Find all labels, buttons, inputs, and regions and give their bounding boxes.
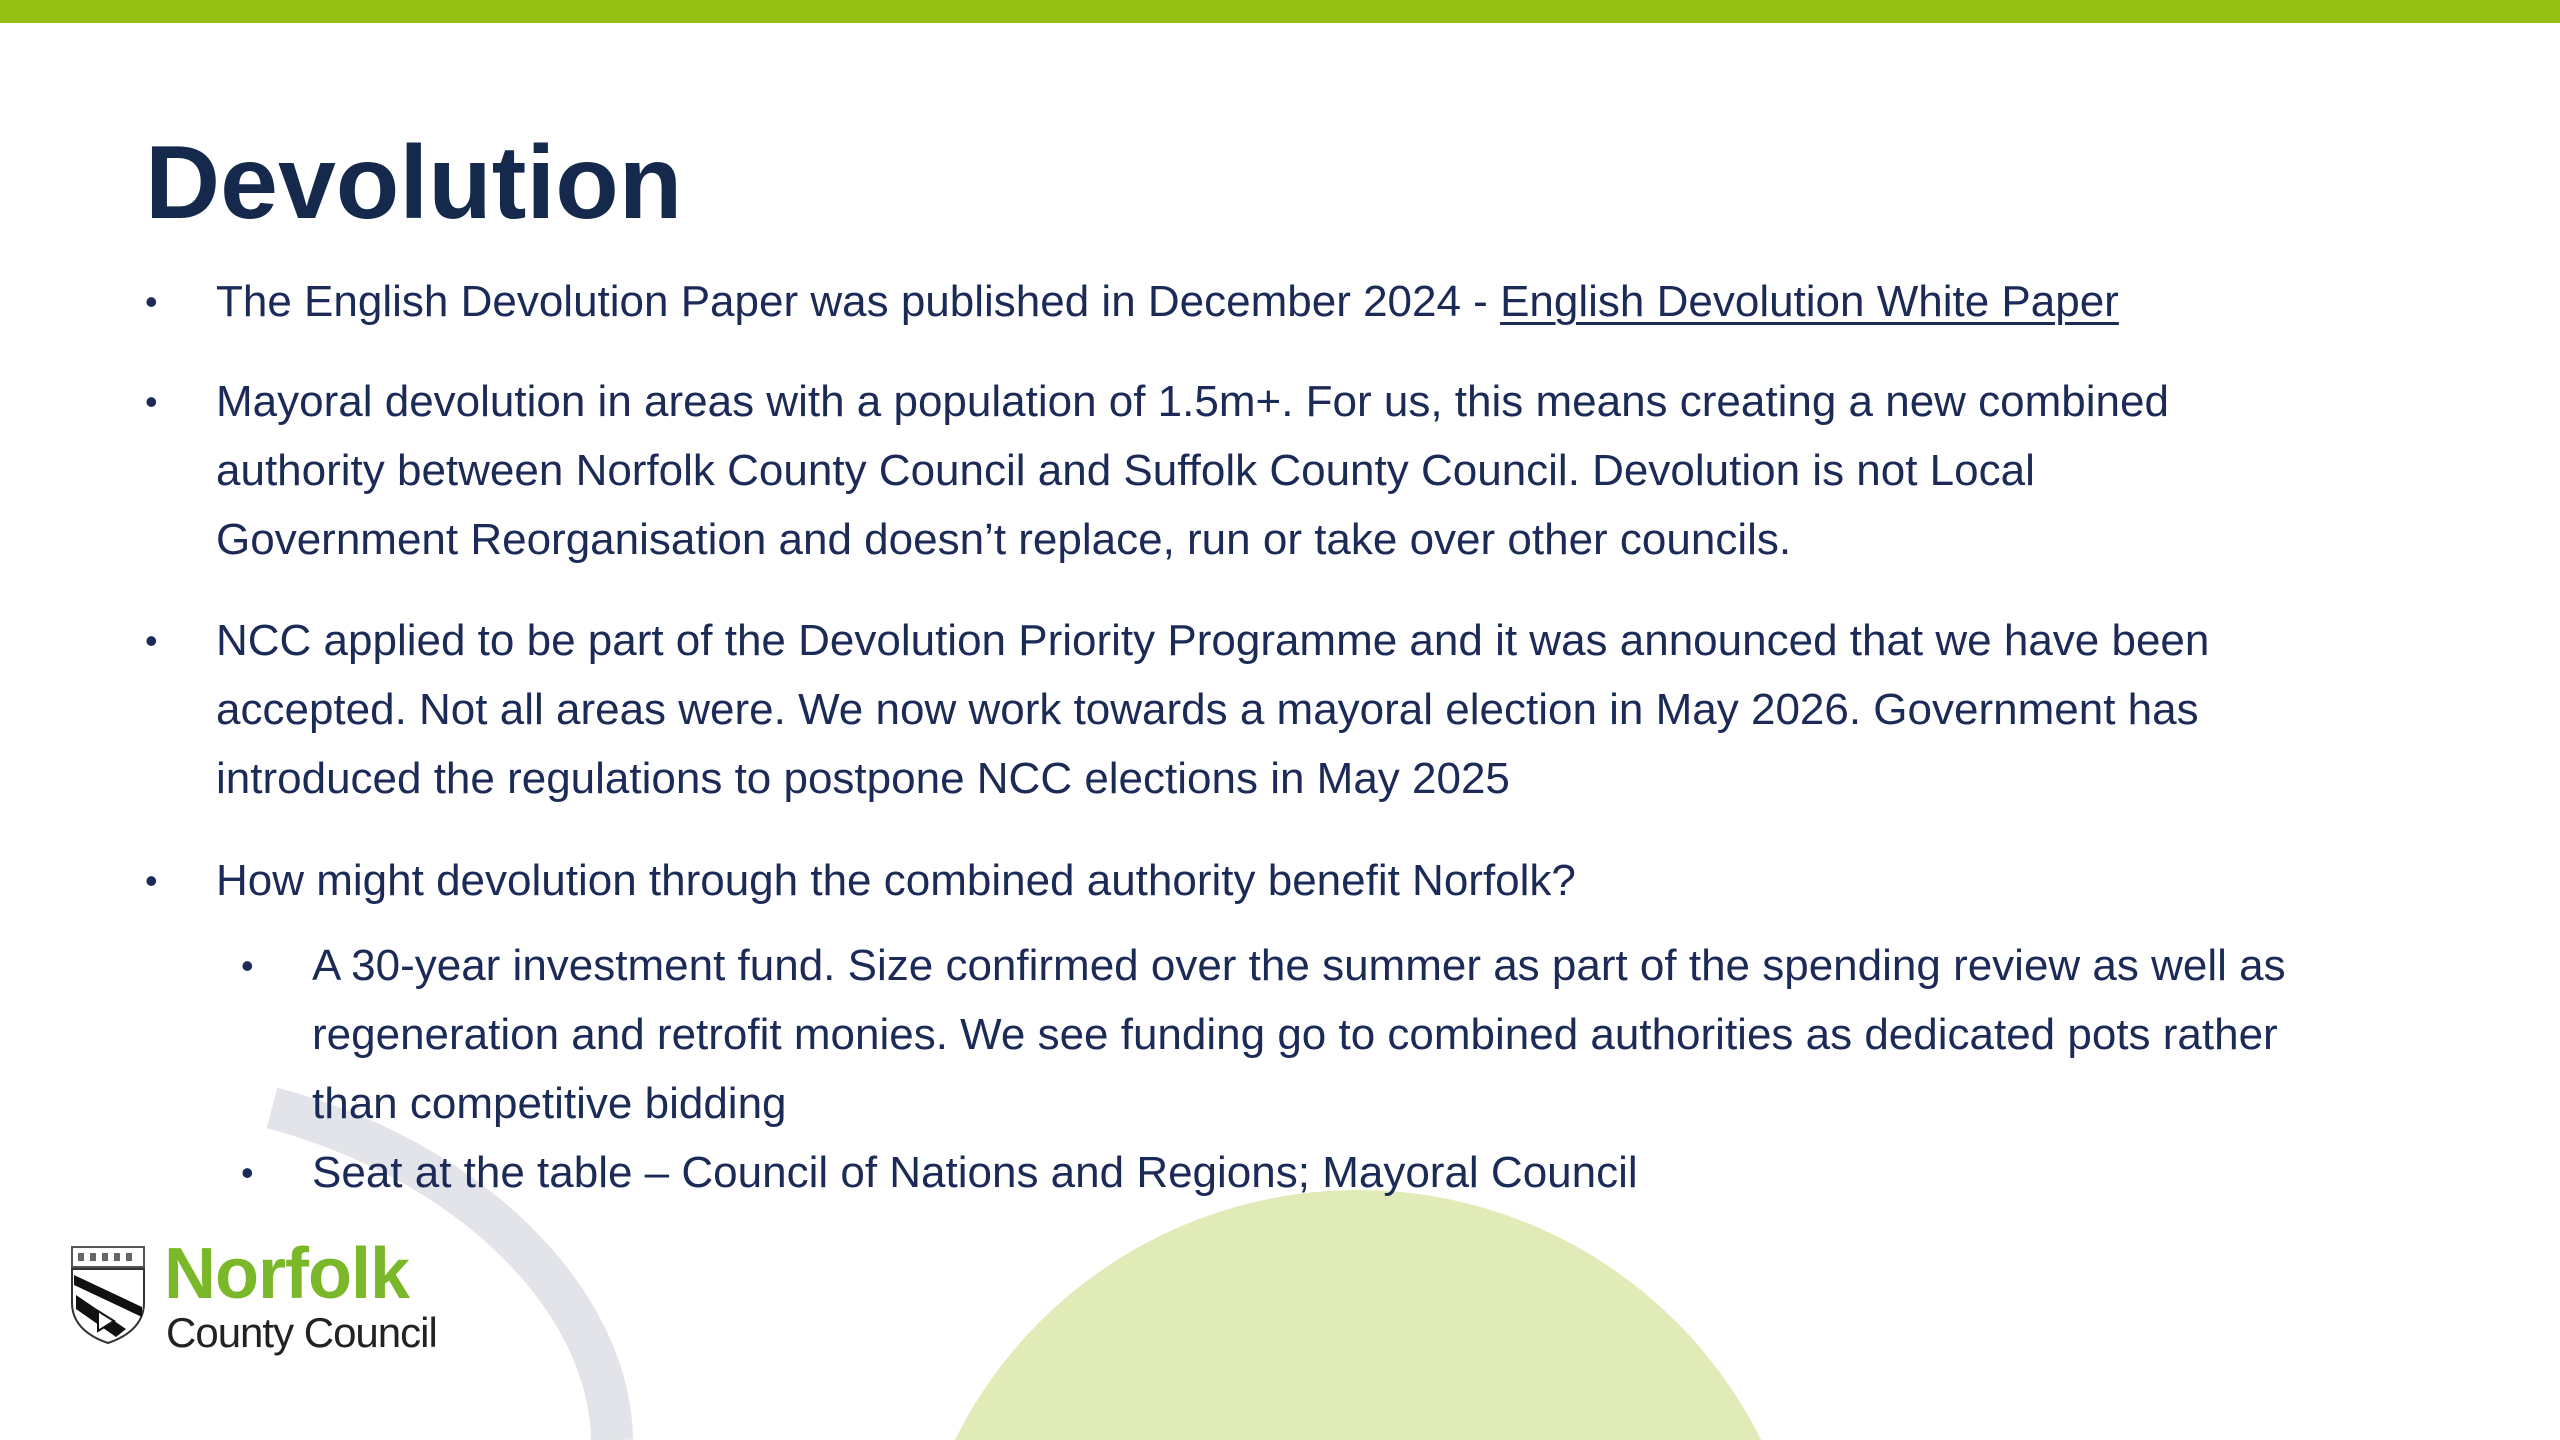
sub-bullet-item (241, 1138, 1638, 1207)
norfolk-crest-shield-icon (68, 1245, 148, 1345)
bullet-marker: • (241, 945, 254, 986)
bullet-text (216, 267, 2119, 336)
bullet-line: Government Reorganisation and doesn’t replace, run or take over other councils. (216, 515, 1792, 564)
bullet-line: Seat at the table – Council of Nations and Regions; Mayoral Council (312, 1148, 1638, 1197)
sub-bullet-item (241, 931, 2286, 1138)
bullet-line: Mayoral devolution in areas with a population of 1.5m+. For us, this means creating a new combined (216, 377, 2169, 426)
bullet-marker: • (241, 1152, 254, 1193)
decor-green-circle (908, 1190, 1808, 1440)
norfolk-county-council-logo (68, 1234, 468, 1360)
bullet-item (145, 367, 2169, 574)
logo-name: Norfolk (164, 1234, 409, 1314)
white-paper-link[interactable]: English Devolution White Paper (1500, 277, 2119, 326)
slide-title: Devolution (145, 125, 683, 241)
bullet-line: authority between Norfolk County Council and Suffolk County Council. Devolution is not Local (216, 446, 2035, 495)
bullet-marker: • (145, 860, 158, 901)
bullet-item (145, 267, 2119, 336)
bullet-line: introduced the regulations to postpone NCC elections in May 2025 (216, 754, 1510, 803)
bullet-line: regeneration and retrofit monies. We see funding go to combined authorities as dedicated pots rather (312, 1010, 2278, 1059)
bullet-marker: • (145, 281, 158, 322)
bullet-marker: • (145, 620, 158, 661)
bullet-marker: • (145, 381, 158, 422)
bullet-line: How might devolution through the combined authority benefit Norfolk? (216, 856, 1576, 905)
logo-subtitle: County Council (166, 1309, 437, 1356)
bullet-item (145, 846, 1576, 915)
bullet-line: NCC applied to be part of the Devolution Priority Programme and it was announced that we have been (216, 616, 2210, 665)
bullet-line: than competitive bidding (312, 1079, 787, 1128)
bullet-item (145, 606, 2210, 813)
bullet-line: A 30-year investment fund. Size confirmed over the summer as part of the spending review as well as (312, 941, 2286, 990)
bullet-line: The English Devolution Paper was published in December 2024 - (216, 277, 1501, 326)
bullet-line: accepted. Not all areas were. We now work towards a mayoral election in May 2026. Government has (216, 685, 2199, 734)
